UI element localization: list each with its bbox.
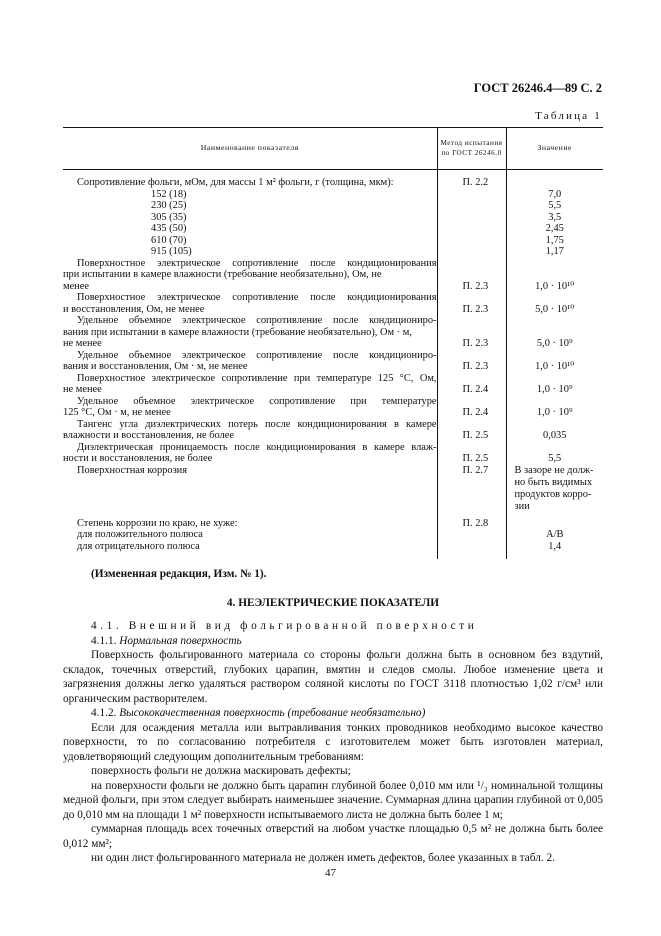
row-name: 152 (18) xyxy=(151,188,187,200)
paragraph-4-1-1: Поверхность фольгированного материала со стороны фольги должна быть в основном без вздутий, складок, точечных отверстий, глубоких царапин, вмятин и следов смолы. Любое изменение цвета и загрязнения должны легко удаляться раствором соляной кислоты по ГОСТ 3118 плотностью 1,02 г/см³ или органическим растворителем. xyxy=(63,649,603,705)
document-header: ГОСТ 26246.4—89 С. 2 xyxy=(473,81,602,95)
table-row xyxy=(63,465,603,513)
paragraph-4-1-2: Если для осаждения металла или вытравливания тонких проводников необходимо высокое качество поверхности, то по согласованию потребителя с изготовителем может быть изготовлен материал, удовлетворяющий следующим дополнительным требованиям: xyxy=(63,721,603,763)
row-method: П. 2.3 xyxy=(437,258,506,293)
table-row xyxy=(63,513,603,530)
row-name: 435 (50) xyxy=(151,223,187,234)
row-name: Поверхностное электрическое сопротивление после кондиционирования и восстановления, Ом, не менее xyxy=(63,292,437,315)
subsection-4-1: 4.1. Внешний вид фольгированной поверхности xyxy=(91,620,478,632)
table-row xyxy=(63,235,603,247)
table-row xyxy=(63,373,603,396)
row-name: Степень коррозии по краю, не хуже: xyxy=(77,517,238,529)
table-row xyxy=(63,419,603,442)
table-row xyxy=(63,189,603,201)
requirement-item: суммарная площадь всех точечных отверстий на любом участке площадью 0,5 м² не должна быть более 0,012 мм²; xyxy=(63,823,603,850)
table-row xyxy=(63,350,603,373)
row-method: П. 2.5 xyxy=(437,442,506,465)
row-method: П. 2.7 xyxy=(437,465,506,513)
table-row xyxy=(63,541,603,553)
table-row xyxy=(63,212,603,224)
section-title: 4. НЕЭЛЕКТРИЧЕСКИЕ ПОКАЗАТЕЛИ xyxy=(226,596,440,609)
row-value: В зазоре не долж- но быть видимых продуктов корро- зии xyxy=(514,464,594,512)
row-name: Поверхностная коррозия xyxy=(77,464,188,476)
row-name: 305 (35) xyxy=(151,211,187,223)
amendment-note: (Измененная редакция, Изм. № 1). xyxy=(91,568,267,580)
table-row xyxy=(63,396,603,419)
row-value: 1,0 · 10⁹ xyxy=(536,407,573,418)
row-value: 1,0 · 10¹⁰ xyxy=(535,280,575,292)
table-header-row xyxy=(63,128,603,170)
row-name: Поверхностное электрическое сопротивление при температуре 125 °С, Ом, не менее xyxy=(63,372,437,395)
row-method: П. 2.4 xyxy=(437,373,506,396)
row-value: 2,45 xyxy=(545,223,564,234)
row-value: 1,75 xyxy=(545,234,564,246)
table-caption: Таблица 1 xyxy=(535,110,602,122)
row-value: 1,17 xyxy=(545,246,564,257)
table-row xyxy=(63,442,603,465)
row-value: А/В xyxy=(546,529,564,540)
row-name: Поверхностное электрическое сопротивление после кондиционирования при испытании в камере влажности (требование необязательно), Ом, не менее xyxy=(63,257,437,292)
row-value: 1,4 xyxy=(548,540,562,552)
table-row xyxy=(63,200,603,212)
row-value: 1,0 · 10¹⁰ xyxy=(535,361,575,372)
row-method: П. 2.3 xyxy=(437,292,506,315)
table-row xyxy=(63,529,603,541)
row-value: 5,5 xyxy=(548,453,562,464)
row-name: Сопротивление фольги, мОм, для массы 1 м² фольги, г (толщина, мкм): xyxy=(77,177,394,188)
properties-table xyxy=(63,127,603,559)
column-header-method: Метод испытания по ГОСТ 26246.0 xyxy=(437,128,506,170)
column-header-name: Наименование показателя xyxy=(63,128,437,170)
row-name: Удельное объемное электрическое сопротивление при температуре 125 °С, Ом · м, не менее xyxy=(63,395,437,418)
row-value: 1,0 · 10⁹ xyxy=(536,384,573,395)
table-row xyxy=(63,258,603,293)
table-row xyxy=(63,292,603,315)
table-row xyxy=(63,246,603,258)
row-method: П. 2.3 xyxy=(437,315,506,350)
requirement-item: на поверхности фольги не должно быть царапин глубиной более 0,010 мм или ¹/₃ номинальной толщины медной фольги, при этом следует выбирать наименьшее значение. Суммарная длина царапин глубиной от 0,005 до 0,010 мм на площади 1 м² поверхности испытываемого листа не должна быть более 1 м; xyxy=(63,779,603,821)
row-method: П. 2.8 xyxy=(437,513,506,530)
row-method: П. 2.5 xyxy=(437,419,506,442)
table-row xyxy=(63,223,603,235)
subsection-4-1-1: 4.1.1. Нормальная поверхность xyxy=(91,634,242,647)
row-value: 3,5 xyxy=(548,211,562,223)
table-row xyxy=(63,315,603,350)
row-method: П. 2.4 xyxy=(437,396,506,419)
row-value: 7,0 xyxy=(548,188,562,200)
row-method: П. 2.3 xyxy=(437,350,506,373)
row-value: 5,5 xyxy=(548,200,562,211)
row-name: 610 (70) xyxy=(151,234,187,246)
row-value xyxy=(506,177,603,189)
row-name: Тангенс угла диэлектрических потерь после кондиционирования в камере влажности и восстановления, не более xyxy=(63,418,437,441)
subsection-4-1-2: 4.1.2. Высококачественная поверхность (требование необязательно) xyxy=(91,707,426,719)
row-name: для положительного полюса xyxy=(77,529,203,540)
page-number: 47 xyxy=(325,867,336,879)
table-row xyxy=(63,177,603,189)
row-value: 5,0 · 10¹⁰ xyxy=(535,303,575,315)
row-name: для отрицательного полюса xyxy=(77,540,200,552)
row-name: 915 (105) xyxy=(151,246,192,257)
row-value: 5,0 · 10⁹ xyxy=(536,338,573,349)
row-name: Диэлектрическая проницаемость после кондиционирования в камере влаж- ности и восстановления, не более xyxy=(63,441,437,464)
row-name: Удельное объемное электрическое сопротивление после кондициониро- вания при испытании в камере влажности (требование необязательно), Ом · м, не менее xyxy=(63,315,437,349)
row-value: 0,035 xyxy=(543,430,567,441)
requirement-item: ни один лист фольгированного материала не должен иметь дефектов, более указанных в табл. 2. xyxy=(91,852,555,864)
column-header-value: Значение xyxy=(506,128,603,170)
requirement-item: поверхность фольги не должна маскировать дефекты; xyxy=(91,765,351,777)
row-name: 230 (25) xyxy=(151,200,187,211)
row-method: П. 2.2 xyxy=(437,177,506,189)
row-name: Удельное объемное электрическое сопротивление после кондициониро- вания и восстановления, Ом · м, не менее xyxy=(63,349,437,372)
